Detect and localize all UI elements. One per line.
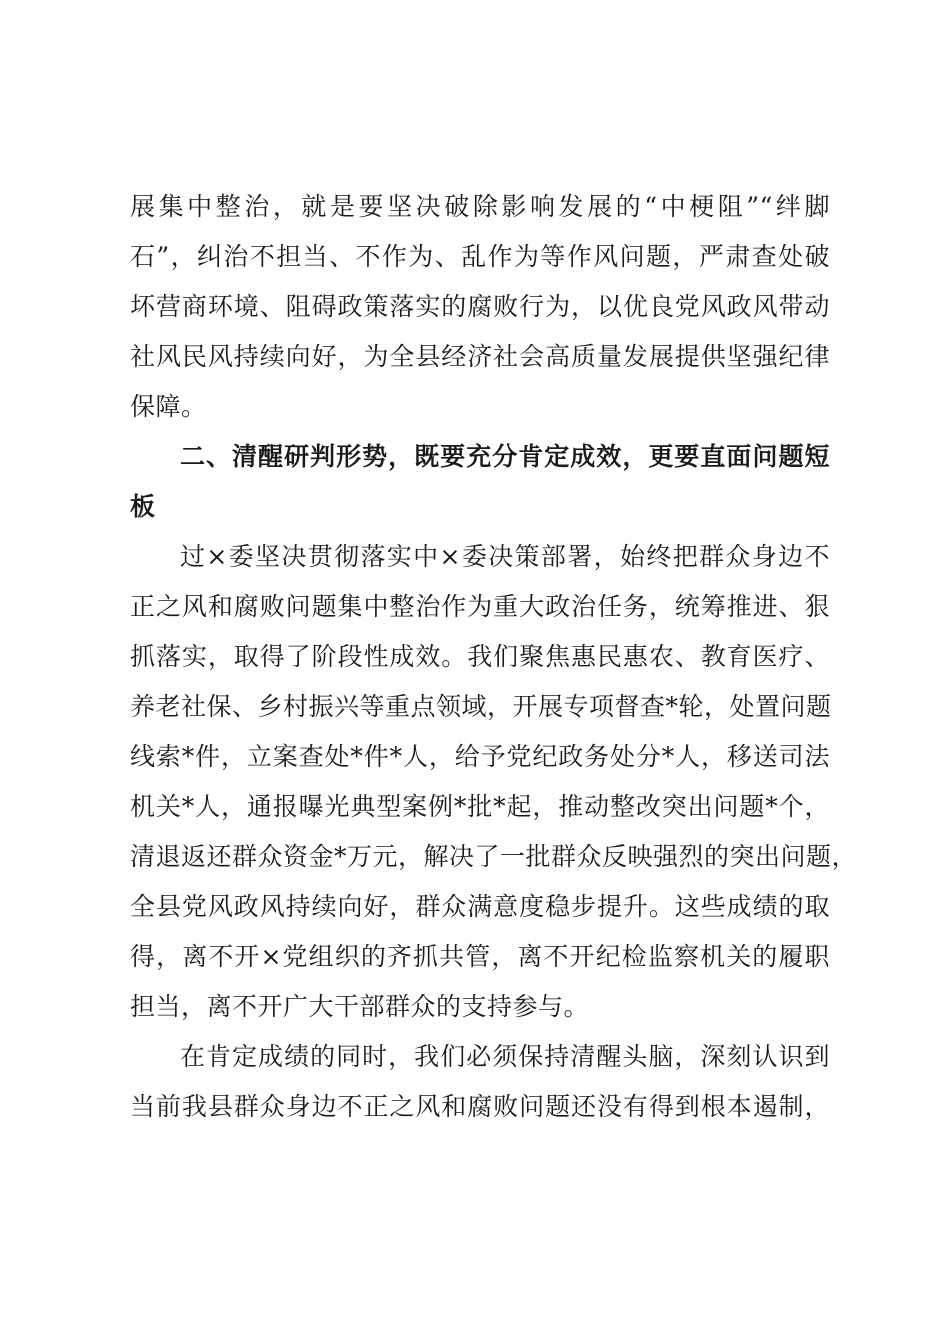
text-line: 展集中整治，就是要坚决破除影响发展的“中梗阻”“绊脚: [130, 192, 830, 221]
text-line: 正之风和腐败问题集中整治作为重大政治任务，统筹推进、狠: [130, 592, 830, 621]
heading-line: 二、清醒研判形势，既要充分肯定成效，更要直面问题短: [180, 442, 830, 471]
text-line: 养老社保、乡村振兴等重点领域，开展专项督查*轮，处置问题: [130, 692, 832, 721]
text-line: 坏营商环境、阻碍政策落实的腐败行为，以优良党风政风带动: [130, 292, 830, 321]
text-line: 保障。: [130, 392, 207, 421]
text-line: 机关*人，通报曝光典型案例*批*起，推动整改突出问题*个，: [130, 792, 830, 821]
heading-line: 板: [130, 492, 156, 521]
text-line: 全县党风政风持续向好，群众满意度稳步提升。这些成绩的取: [130, 892, 830, 921]
text-line: 社风民风持续向好，为全县经济社会高质量发展提供坚强纪律: [130, 342, 830, 371]
text-line: 当前我县群众身边不正之风和腐败问题还没有得到根本遏制，: [130, 1092, 830, 1121]
text-line: 担当，离不开广大干部群众的支持参与。: [130, 992, 590, 1021]
text-line: 得，离不开×党组织的齐抓共管，离不开纪检监察机关的履职: [130, 942, 830, 971]
text-line: 石”，纠治不担当、不作为、乱作为等作风问题，严肃查处破: [130, 242, 830, 271]
text-line: 在肯定成绩的同时，我们必须保持清醒头脑，深刻认识到: [180, 1042, 830, 1071]
text-line: 过×委坚决贯彻落实中×委决策部署，始终把群众身边不: [180, 542, 830, 571]
text-line: 清退返还群众资金*万元，解决了一批群众反映强烈的突出问题，: [130, 842, 858, 871]
text-line: 线索*件，立案查处*件*人，给予党纪政务处分*人，移送司法: [130, 742, 830, 771]
text-line: 抓落实，取得了阶段性成效。我们聚焦惠民惠农、教育医疗、: [130, 642, 830, 671]
